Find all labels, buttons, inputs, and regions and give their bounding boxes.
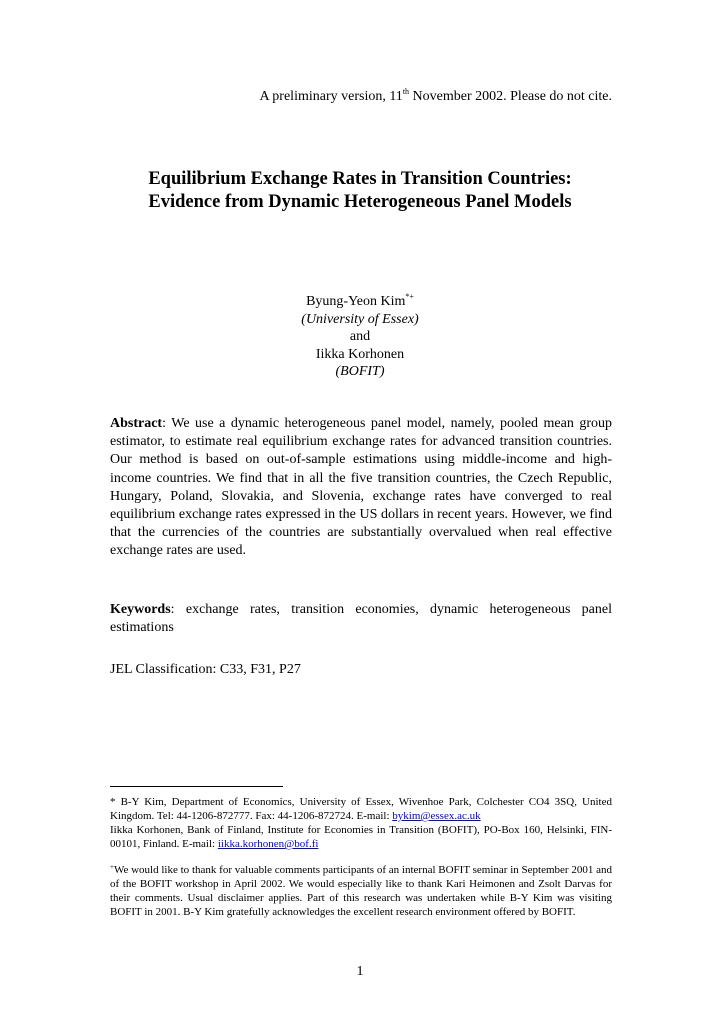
title-line-1: Equilibrium Exchange Rates in Transition Countries:	[148, 169, 572, 189]
preliminary-notice	[0, 87, 612, 105]
notice-text: A preliminary version, 11	[259, 89, 403, 104]
footnote-kim-text: * B-Y Kim, Department of Economics, University of Essex, Wivenhoe Park, Colchester CO4 3SQ, United Kingdom. Tel: 44-1206-872777. Fax: 44-1206-872724. E-mail:	[110, 796, 612, 822]
abstract-label: Abstract	[110, 416, 163, 431]
abstract-text: : We use a dynamic heterogeneous panel model, namely, pooled mean group estimator, to estimate real equilibrium exchange rates for advanced transition countries. Our method is based on out-of-sample estimations using middle-income and high-income countries. We find that in all the five transition countries, the Czech Republic, Hungary, Poland, Slovakia, and Slovenia, exchange rates have converged to real equilibrium exchange rates expressed in the US dollars in recent years. However, we find that the currencies of the countries are substantially overvalued when real effective exchange rates are used.	[110, 416, 612, 559]
notice-text-end: November 2002. Please do not cite.	[409, 89, 612, 104]
author-2-affiliation: (BOFIT)	[335, 364, 385, 380]
acknowledgements-text: We would like to thank for valuable comments participants of an internal BOFIT seminar in September 2001 and of the BOFIT workshop in April 2002. We would especially like to thank Kari Heimonen and Zsolt Darvas for their comments. Usual disclaimer applies. Part of this research was undertaken while B-Y Kim was visiting BOFIT in 2001. B-Y Kim gratefully acknowledges the excellent research environment offered by BOFIT.	[110, 864, 612, 918]
footnotes	[110, 795, 612, 919]
author-conjunction: and	[349, 329, 371, 345]
footnote-acknowledgements	[110, 860, 612, 919]
footnote-kim	[110, 795, 612, 823]
keywords-text: : exchange rates, transition economies, dynamic heterogeneous panel estimations	[110, 602, 612, 636]
paper-title	[0, 168, 720, 214]
abstract	[110, 415, 612, 561]
title-line-2: Evidence from Dynamic Heterogeneous Panel Models	[148, 192, 572, 212]
footnote-mark: +	[110, 863, 114, 871]
keywords	[110, 601, 612, 637]
author-1-footnote-marks: *+	[405, 292, 414, 301]
korhonen-email-link[interactable]: iikka.korhonen@bof.fi	[217, 838, 319, 850]
jel-classification: JEL Classification: C33, F31, P27	[110, 662, 301, 677]
kim-email-link[interactable]: bykim@essex.ac.uk	[392, 810, 481, 822]
notice-superscript: th	[402, 87, 410, 96]
author-block	[0, 288, 720, 381]
keywords-label: Keywords	[110, 602, 171, 617]
author-1-name: Byung-Yeon Kim	[306, 294, 406, 309]
footnote-korhonen	[110, 823, 612, 851]
author-1	[0, 288, 720, 311]
footnote-divider	[110, 786, 283, 787]
author-1-affiliation: (University of Essex)	[301, 311, 419, 327]
page-number: 1	[356, 964, 364, 979]
author-2-name: Iikka Korhonen	[315, 346, 405, 362]
footnote-korhonen-text: Iikka Korhonen, Bank of Finland, Institute for Economies in Transition (BOFIT), PO-Box 160, Helsinki, FIN-00101, Finland. E-mail:	[110, 824, 612, 850]
